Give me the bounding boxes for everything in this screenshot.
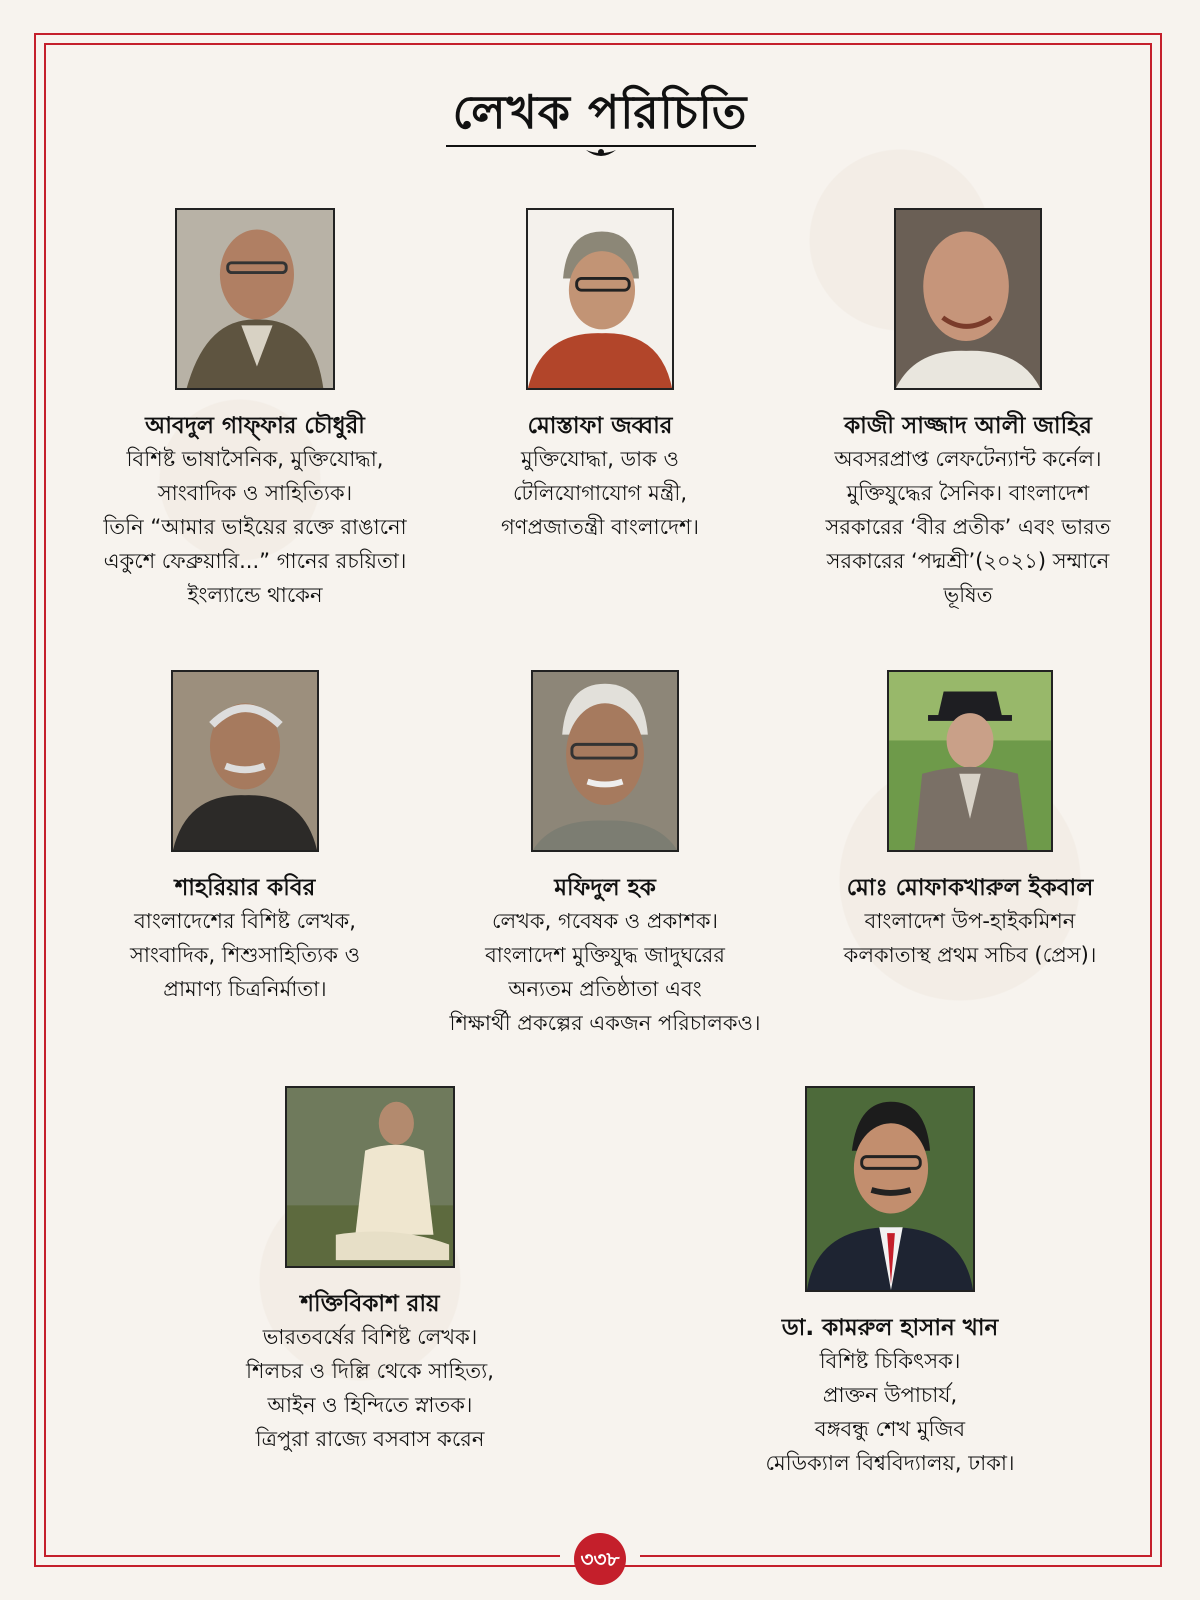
author-photo xyxy=(894,208,1042,390)
author-name: কাজী সাজ্জাদ আলী জাহির xyxy=(844,413,1092,439)
author-name: আবদুল গাফ্ফার চৌধুরী xyxy=(145,413,365,439)
author-description: বাংলাদেশের বিশিষ্ট লেখক, সাংবাদিক, শিশুসাহিত্যিক ও প্রামাণ্য চিত্রনির্মাতা। xyxy=(129,909,361,1001)
author-card-4 xyxy=(60,670,430,1006)
author-card-6 xyxy=(790,670,1150,972)
author-description: লেখক, গবেষক ও প্রকাশক। বাংলাদেশ মুক্তিযুদ্ধ জাদুঘরের অন্যতম প্রতিষ্ঠাতা এবং শিক্ষার্থী প্রকল্পের একজন পরিচালকও। xyxy=(449,909,761,1035)
page-number-badge: ৩৩৮ xyxy=(574,1533,626,1585)
page-title: লেখক পরিচিতি xyxy=(452,85,748,139)
author-card-8 xyxy=(700,1086,1080,1480)
author-photo xyxy=(805,1086,975,1292)
author-photo xyxy=(887,670,1053,852)
heading-ornament-icon xyxy=(446,142,756,166)
author-photo xyxy=(526,208,674,390)
author-name: শাহরিয়ার কবির xyxy=(174,875,316,901)
author-photo xyxy=(531,670,679,852)
author-description: বাংলাদেশ উপ-হাইকমিশন কলকাতাস্থ প্রথম সচিব (প্রেস)। xyxy=(843,909,1097,967)
author-name: ডা. কামরুল হাসান খান xyxy=(781,1315,999,1341)
author-name: মোঃ মোফাকখারুল ইকবাল xyxy=(846,875,1094,901)
author-photo xyxy=(285,1086,455,1268)
author-description: বিশিষ্ট ভাষাসৈনিক, মুক্তিযোদ্ধা, সাংবাদিক ও সাহিত্যিক। তিনি “আমার ভাইয়ের রক্তে রাঙানো একুশে ফেব্রুয়ারি...” গানের রচয়িতা। ইংল্যান্ডে থাকেন xyxy=(103,447,407,607)
author-name: শক্তিবিকাশ রায় xyxy=(300,1291,440,1317)
author-photo xyxy=(175,208,335,390)
author-card-3 xyxy=(780,208,1156,612)
author-card-7 xyxy=(180,1086,560,1456)
author-name: মোস্তাফা জব্বার xyxy=(527,413,673,439)
author-description: মুক্তিযোদ্ধা, ডাক ও টেলিযোগাযোগ মন্ত্রী, গণপ্রজাতন্ত্রী বাংলাদেশ। xyxy=(501,447,699,539)
author-card-5 xyxy=(400,670,810,1040)
author-name: মফিদুল হক xyxy=(554,875,656,901)
author-description: বিশিষ্ট চিকিৎসক। প্রাক্তন উপাচার্য, বঙ্গবন্ধু শেখ মুজিব মেডিক্যাল বিশ্ববিদ্যালয়, ঢাকা। xyxy=(765,1349,1015,1475)
author-photo xyxy=(171,670,319,852)
author-card-1 xyxy=(60,208,450,612)
author-card-2 xyxy=(440,208,760,544)
author-description: ভারতবর্ষের বিশিষ্ট লেখক। শিলচর ও দিল্লি থেকে সাহিত্য, আইন ও হিন্দিতে স্নাতক। ত্রিপুরা রাজ্যে বসবাস করেন xyxy=(246,1325,494,1451)
author-description: অবসরপ্রাপ্ত লেফটেন্যান্ট কর্নেল। মুক্তিযুদ্ধের সৈনিক। বাংলাদেশ সরকারের ‘বীর প্রতীক’ এবং ভারত সরকারের ‘পদ্মশ্রী’(২০২১) সম্মানে ভূষিত xyxy=(825,447,1111,607)
